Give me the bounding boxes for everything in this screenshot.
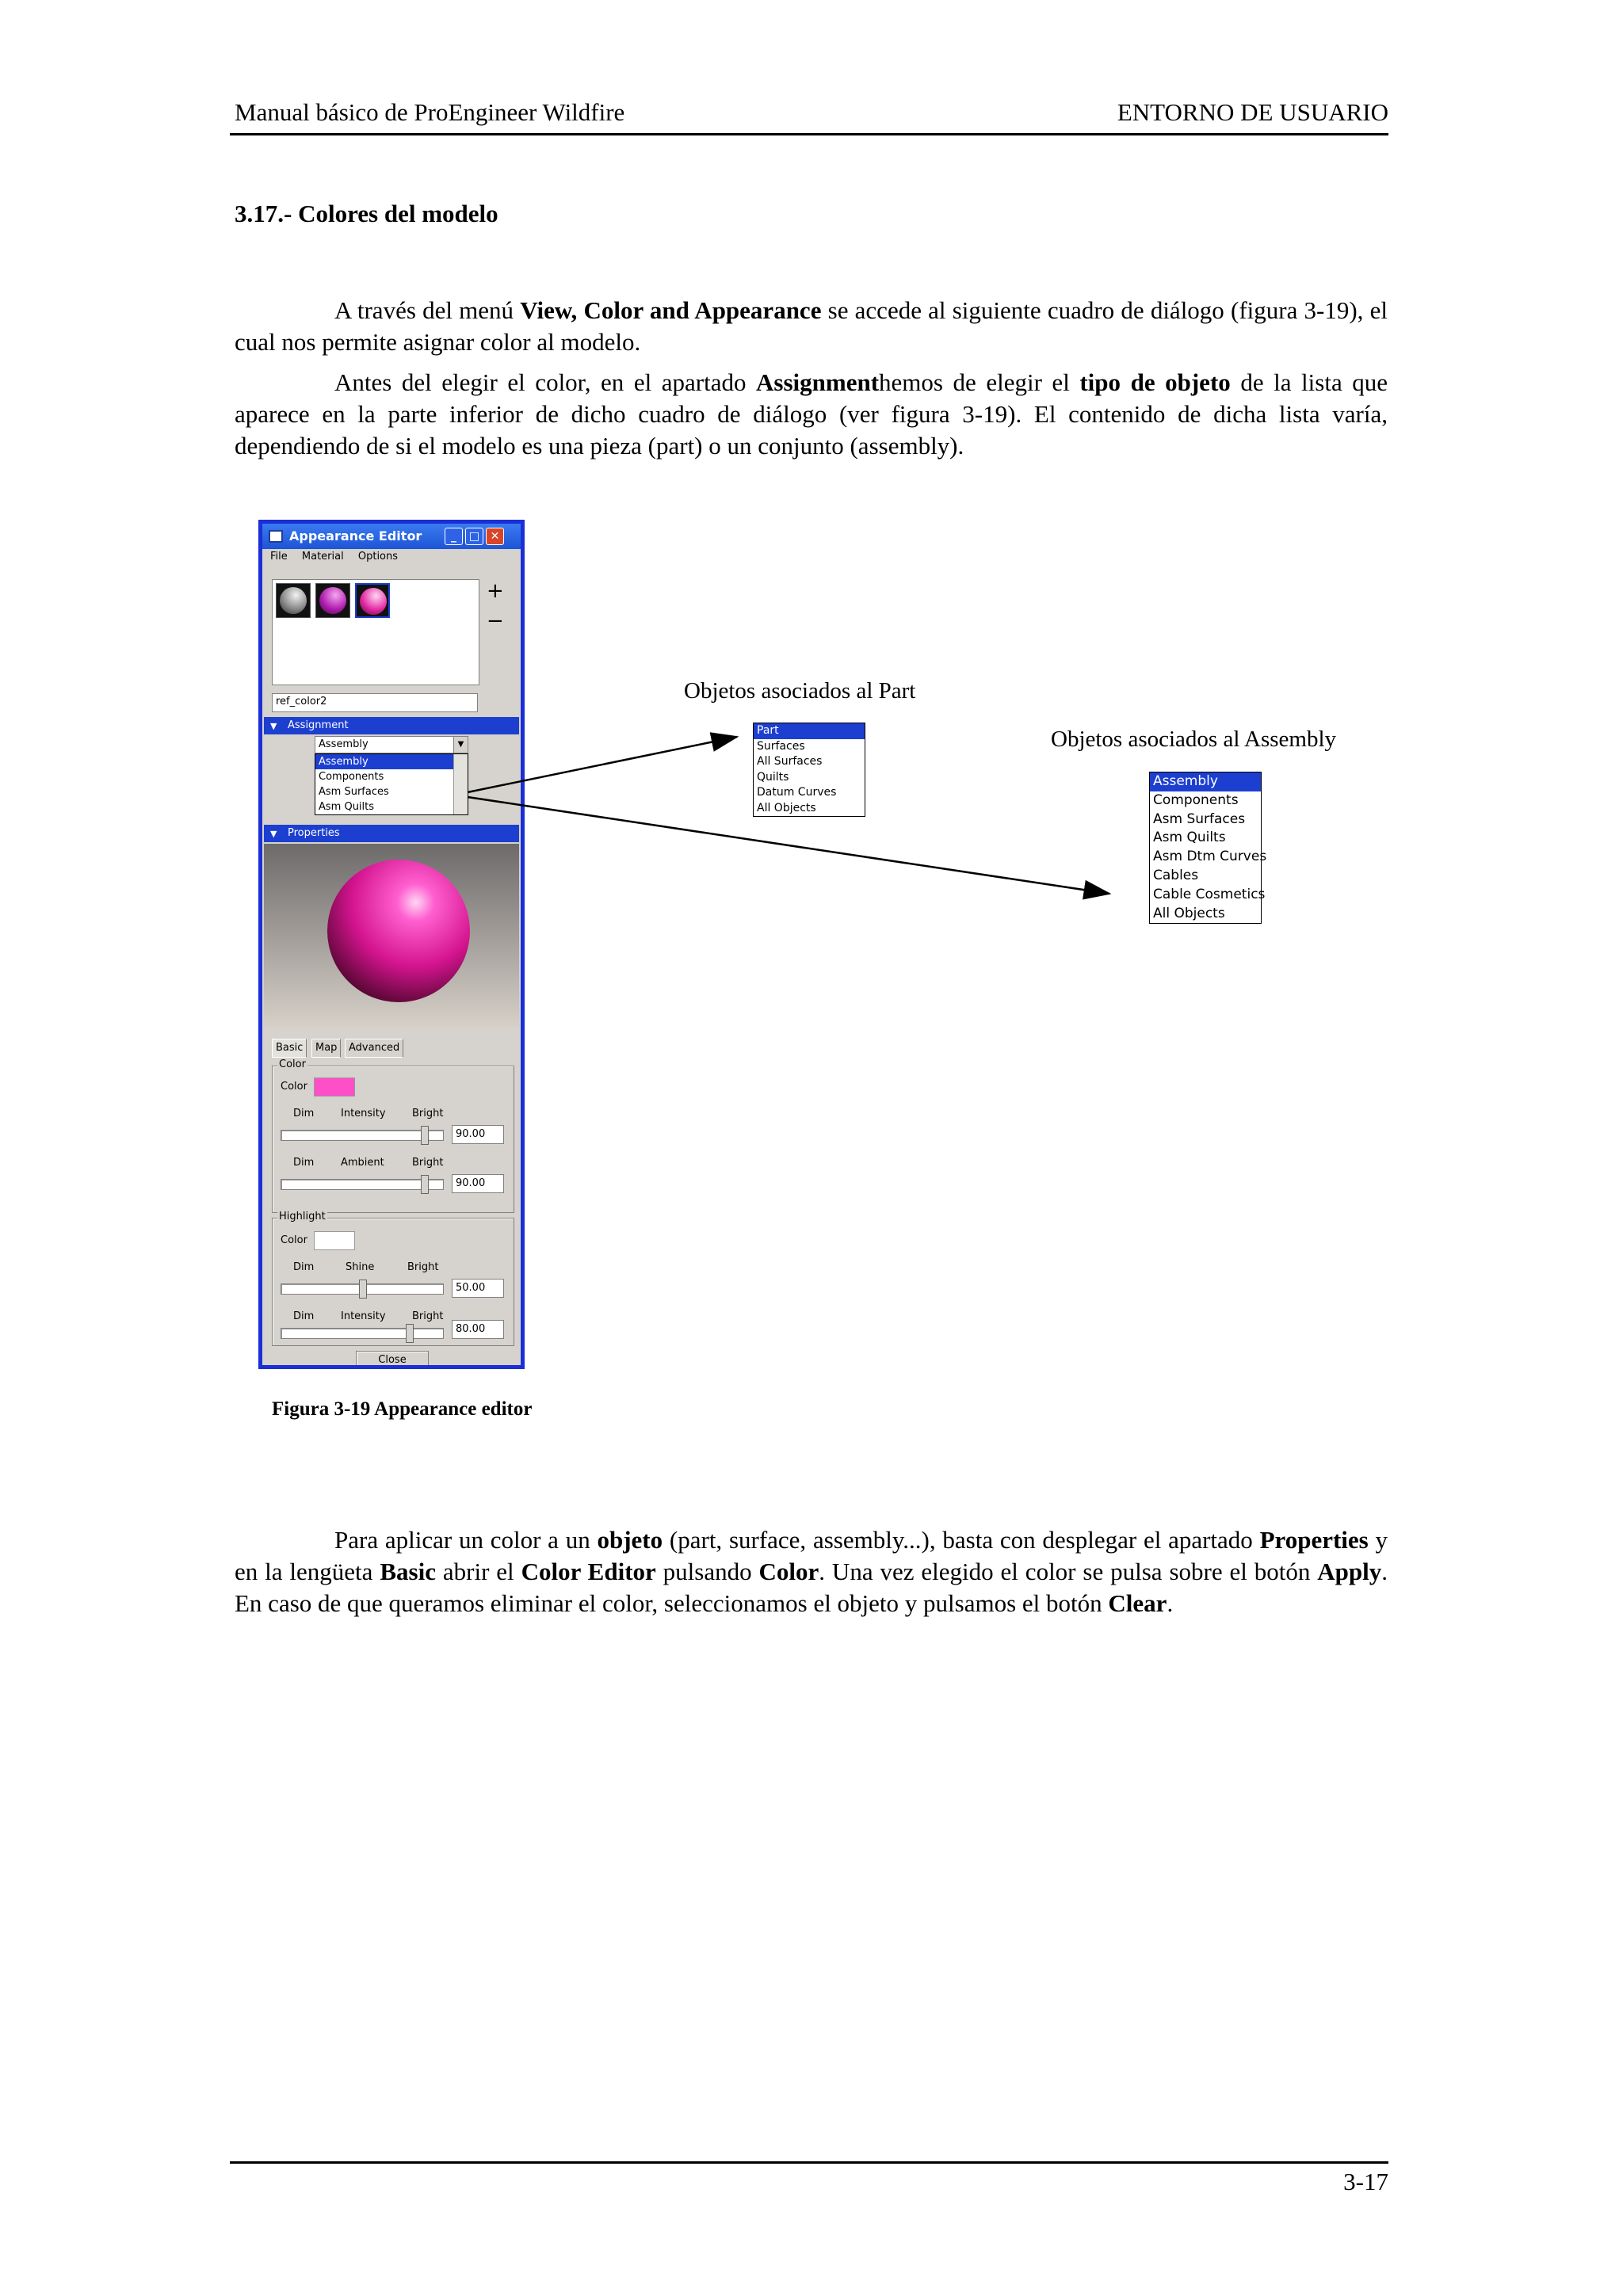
- chevron-down-icon: ▼: [270, 721, 277, 731]
- list-item[interactable]: Assembly: [1150, 772, 1261, 791]
- color-group-title: Color: [279, 1058, 306, 1070]
- menu-file[interactable]: File: [270, 551, 288, 563]
- list-item[interactable]: All Objects: [1153, 905, 1225, 921]
- dim-label: Dim: [293, 1261, 315, 1273]
- ambient-value[interactable]: 90.00: [452, 1174, 504, 1193]
- bright-label: Bright: [412, 1157, 444, 1169]
- dim-label: Dim: [293, 1157, 315, 1169]
- dropdown-item[interactable]: Asm Quilts: [319, 801, 375, 813]
- paragraph-3: Para aplicar un color a un objeto (part, surface, assembly...), basta con desplegar el apartado Properties y en la lengüeta Basic abrir el Color Editor pulsando Color. Una vez elegido el color se pulsa sobre el botón Apply. En caso de que queramos eliminar el color, seleccionamos el objeto y pulsamos el botón Clear.: [235, 1526, 1388, 1617]
- footer-rule: [230, 2161, 1388, 2164]
- assembly-objects-label: Objetos asociados al Assembly: [1051, 727, 1337, 752]
- close-icon[interactable]: ✕: [486, 528, 504, 545]
- chevron-down-icon: ▼: [270, 829, 277, 839]
- list-item[interactable]: Surfaces: [757, 739, 805, 753]
- dim-label: Dim: [293, 1310, 315, 1322]
- shine-label: Shine: [346, 1261, 375, 1273]
- dropdown-item[interactable]: Assembly: [315, 754, 453, 769]
- menu-options[interactable]: Options: [357, 551, 399, 563]
- shine-value[interactable]: 50.00: [452, 1279, 504, 1298]
- tab-map[interactable]: Map: [311, 1039, 341, 1058]
- paragraph-1: A través del menú View, Color and Appearance se accede al siguiente cuadro de diálogo (figura 3-19), el cual nos permite asignar color al modelo.: [235, 296, 1388, 356]
- list-item[interactable]: Cable Cosmetics: [1153, 886, 1266, 902]
- list-item[interactable]: Asm Surfaces: [1153, 810, 1246, 827]
- menu-material[interactable]: Material: [301, 551, 344, 563]
- highlight-group-title: Highlight: [279, 1211, 326, 1222]
- list-item[interactable]: Datum Curves: [757, 786, 837, 799]
- arrow-to-assembly-list: [468, 797, 1109, 894]
- dropdown-item[interactable]: Asm Surfaces: [319, 786, 389, 798]
- body-text: [235, 1524, 1388, 1628]
- list-item[interactable]: Asm Quilts: [1153, 830, 1226, 846]
- list-item[interactable]: Part: [754, 723, 865, 739]
- bright-label: Bright: [412, 1108, 444, 1119]
- add-icon[interactable]: +: [487, 579, 504, 603]
- remove-icon[interactable]: −: [487, 609, 504, 633]
- assignment-label: Assignment: [288, 719, 349, 731]
- list-item[interactable]: Quilts: [757, 770, 789, 784]
- header-title: Manual básico de ProEngineer Wildfire: [235, 98, 625, 126]
- paragraph-2: Antes del elegir el color, en el apartado Assignmenthemos de elegir el tipo de objeto de la lista que aparece en la parte inferior de dicho cuadro de diálogo (ver figura 3-19). El contenido de dicha lista varía, dependiendo de si el modelo es una pieza (part) o un conjunto (assembly).: [235, 368, 1388, 460]
- color-label: Color: [281, 1081, 307, 1093]
- intensity-value[interactable]: 90.00: [452, 1125, 504, 1144]
- highlight-color-label: Color: [281, 1234, 307, 1246]
- tab-advanced[interactable]: Advanced: [345, 1039, 403, 1058]
- header-section: ENTORNO DE USUARIO: [1117, 98, 1388, 126]
- list-item[interactable]: All Surfaces: [757, 755, 823, 768]
- page-number: 3-17: [1343, 2168, 1388, 2195]
- properties-label: Properties: [288, 827, 340, 839]
- figure-caption: Figura 3-19 Appearance editor: [272, 1398, 533, 1420]
- part-objects-label: Objetos asociados al Part: [684, 678, 916, 704]
- arrow-to-part-list: [468, 737, 737, 792]
- dropdown-item[interactable]: Components: [319, 771, 384, 783]
- highlight-intensity-value[interactable]: 80.00: [452, 1320, 504, 1339]
- bright-label: Bright: [407, 1261, 439, 1273]
- highlight-intensity-label: Intensity: [341, 1310, 386, 1322]
- appearance-name-input[interactable]: ref_color2: [272, 693, 478, 712]
- list-item[interactable]: Components: [1153, 791, 1239, 808]
- ambient-label: Ambient: [341, 1157, 384, 1169]
- intensity-label: Intensity: [341, 1108, 386, 1119]
- close-button[interactable]: Close: [356, 1351, 429, 1369]
- assignment-combo-value: Assembly: [319, 738, 369, 750]
- bright-label: Bright: [412, 1310, 444, 1322]
- section-title: 3.17.- Colores del modelo: [235, 200, 498, 227]
- window-title: Appearance Editor: [289, 528, 422, 543]
- list-item[interactable]: Asm Dtm Curves: [1153, 849, 1267, 865]
- tab-basic[interactable]: Basic: [272, 1039, 307, 1058]
- list-item[interactable]: Cables: [1153, 867, 1199, 883]
- chevron-down-icon[interactable]: ▼: [453, 737, 468, 753]
- list-item[interactable]: All Objects: [757, 801, 816, 814]
- dim-label: Dim: [293, 1108, 315, 1119]
- minimize-icon[interactable]: _: [445, 528, 463, 545]
- maximize-icon[interactable]: □: [465, 528, 483, 545]
